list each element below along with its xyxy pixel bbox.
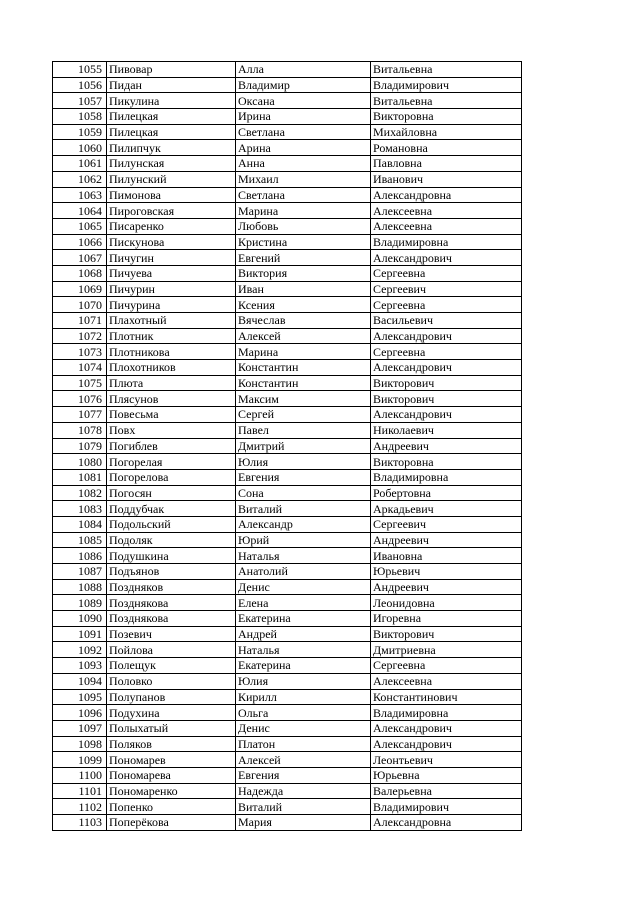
patronymic-cell: Сергеевна [371,658,522,674]
table-row [53,485,522,501]
row-number: 1064 [53,203,107,219]
row-number: 1055 [53,62,107,78]
patronymic-cell: Витальевна [371,93,522,109]
table-row [53,328,522,344]
first-name-cell: Любовь [236,218,371,234]
row-number: 1087 [53,564,107,580]
patronymic-cell: Сергеевич [371,516,522,532]
patronymic-cell: Александровна [371,815,522,831]
first-name-cell: Виктория [236,265,371,281]
row-number: 1071 [53,313,107,329]
surname-cell: Плюта [107,375,236,391]
patronymic-cell: Александрович [371,250,522,266]
first-name-cell: Юлия [236,454,371,470]
patronymic-cell: Андреевич [371,438,522,454]
surname-cell: Подъянов [107,564,236,580]
patronymic-cell: Александрович [371,407,522,423]
surname-cell: Пичурин [107,281,236,297]
names-table-body [53,62,522,831]
surname-cell: Пилецкая [107,124,236,140]
table-row [53,77,522,93]
table-row [53,720,522,736]
table-row [53,93,522,109]
patronymic-cell: Александрович [371,328,522,344]
first-name-cell: Анна [236,156,371,172]
row-number: 1056 [53,77,107,93]
patronymic-cell: Сергеевна [371,265,522,281]
first-name-cell: Евгения [236,767,371,783]
first-name-cell: Михаил [236,171,371,187]
surname-cell: Подольский [107,516,236,532]
first-name-cell: Анатолий [236,564,371,580]
table-row [53,469,522,485]
first-name-cell: Кирилл [236,689,371,705]
table-row [53,391,522,407]
first-name-cell: Елена [236,595,371,611]
row-number: 1067 [53,250,107,266]
row-number: 1062 [53,171,107,187]
surname-cell: Пилецкая [107,109,236,125]
patronymic-cell: Сергеевич [371,281,522,297]
table-row [53,344,522,360]
table-row [53,658,522,674]
surname-cell: Позднякова [107,611,236,627]
row-number: 1063 [53,187,107,203]
first-name-cell: Виталий [236,501,371,517]
table-row [53,673,522,689]
row-number: 1074 [53,360,107,376]
first-name-cell: Оксана [236,93,371,109]
surname-cell: Пичугин [107,250,236,266]
patronymic-cell: Валерьевна [371,783,522,799]
first-name-cell: Надежда [236,783,371,799]
first-name-cell: Денис [236,720,371,736]
surname-cell: Пичурина [107,297,236,313]
surname-cell: Пидан [107,77,236,93]
surname-cell: Пономаренко [107,783,236,799]
patronymic-cell: Павловна [371,156,522,172]
surname-cell: Пономарев [107,752,236,768]
patronymic-cell: Владимировна [371,705,522,721]
first-name-cell: Виталий [236,799,371,815]
first-name-cell: Вячеслав [236,313,371,329]
first-name-cell: Ирина [236,109,371,125]
patronymic-cell: Александрович [371,360,522,376]
table-row [53,767,522,783]
table-row [53,203,522,219]
table-row [53,611,522,627]
surname-cell: Погорелова [107,469,236,485]
table-row [53,752,522,768]
first-name-cell: Дмитрий [236,438,371,454]
patronymic-cell: Константинович [371,689,522,705]
patronymic-cell: Владимирович [371,799,522,815]
first-name-cell: Екатерина [236,611,371,627]
first-name-cell: Наталья [236,548,371,564]
table-row [53,109,522,125]
row-number: 1077 [53,407,107,423]
surname-cell: Пилипчук [107,140,236,156]
first-name-cell: Евгения [236,469,371,485]
table-row [53,579,522,595]
patronymic-cell: Алексеевна [371,218,522,234]
row-number: 1088 [53,579,107,595]
surname-cell: Пилунская [107,156,236,172]
patronymic-cell: Сергеевна [371,297,522,313]
table-row [53,501,522,517]
row-number: 1083 [53,501,107,517]
first-name-cell: Константин [236,360,371,376]
first-name-cell: Сона [236,485,371,501]
surname-cell: Пироговская [107,203,236,219]
row-number: 1101 [53,783,107,799]
surname-cell: Повесьма [107,407,236,423]
table-row [53,689,522,705]
row-number: 1057 [53,93,107,109]
patronymic-cell: Иванович [371,171,522,187]
table-row [53,626,522,642]
surname-cell: Попенко [107,799,236,815]
surname-cell: Пичуева [107,265,236,281]
table-row [53,250,522,266]
patronymic-cell: Робертовна [371,485,522,501]
row-number: 1096 [53,705,107,721]
surname-cell: Позднякова [107,595,236,611]
surname-cell: Пойлова [107,642,236,658]
first-name-cell: Наталья [236,642,371,658]
surname-cell: Плясунов [107,391,236,407]
patronymic-cell: Романовна [371,140,522,156]
surname-cell: Подоляк [107,532,236,548]
patronymic-cell: Викторович [371,391,522,407]
first-name-cell: Юлия [236,673,371,689]
row-number: 1059 [53,124,107,140]
patronymic-cell: Владимировна [371,234,522,250]
patronymic-cell: Викторовна [371,109,522,125]
surname-cell: Пимонова [107,187,236,203]
first-name-cell: Мария [236,815,371,831]
patronymic-cell: Александрович [371,720,522,736]
table-row [53,62,522,78]
row-number: 1099 [53,752,107,768]
row-number: 1060 [53,140,107,156]
patronymic-cell: Игоревна [371,611,522,627]
patronymic-cell: Викторович [371,375,522,391]
table-row [53,705,522,721]
patronymic-cell: Юрьевна [371,767,522,783]
table-row [53,564,522,580]
row-number: 1079 [53,438,107,454]
patronymic-cell: Алексеевна [371,673,522,689]
first-name-cell: Иван [236,281,371,297]
row-number: 1085 [53,532,107,548]
table-row [53,516,522,532]
row-number: 1065 [53,218,107,234]
first-name-cell: Ксения [236,297,371,313]
surname-cell: Повх [107,422,236,438]
table-row [53,438,522,454]
row-number: 1092 [53,642,107,658]
first-name-cell: Марина [236,203,371,219]
first-name-cell: Екатерина [236,658,371,674]
patronymic-cell: Леонидовна [371,595,522,611]
surname-cell: Подушкина [107,548,236,564]
row-number: 1097 [53,720,107,736]
table-row [53,799,522,815]
first-name-cell: Павел [236,422,371,438]
row-number: 1069 [53,281,107,297]
row-number: 1084 [53,516,107,532]
table-row [53,595,522,611]
surname-cell: Погиблев [107,438,236,454]
surname-cell: Пономарева [107,767,236,783]
table-row [53,124,522,140]
surname-cell: Писаренко [107,218,236,234]
surname-cell: Погорелая [107,454,236,470]
first-name-cell: Алексей [236,752,371,768]
patronymic-cell: Витальевна [371,62,522,78]
table-row [53,171,522,187]
surname-cell: Пивовар [107,62,236,78]
table-row [53,360,522,376]
row-number: 1089 [53,595,107,611]
first-name-cell: Денис [236,579,371,595]
surname-cell: Поддубчак [107,501,236,517]
first-name-cell: Кристина [236,234,371,250]
first-name-cell: Арина [236,140,371,156]
patronymic-cell: Викторович [371,626,522,642]
table-row [53,783,522,799]
patronymic-cell: Алексеевна [371,203,522,219]
row-number: 1103 [53,815,107,831]
first-name-cell: Светлана [236,187,371,203]
names-table [52,61,522,831]
surname-cell: Полещук [107,658,236,674]
row-number: 1070 [53,297,107,313]
row-number: 1080 [53,454,107,470]
first-name-cell: Максим [236,391,371,407]
row-number: 1098 [53,736,107,752]
patronymic-cell: Александрович [371,736,522,752]
row-number: 1072 [53,328,107,344]
first-name-cell: Юрий [236,532,371,548]
first-name-cell: Андрей [236,626,371,642]
table-row [53,375,522,391]
row-number: 1093 [53,658,107,674]
table-row [53,736,522,752]
row-number: 1095 [53,689,107,705]
patronymic-cell: Юрьевич [371,564,522,580]
table-row [53,422,522,438]
first-name-cell: Евгений [236,250,371,266]
surname-cell: Пилунский [107,171,236,187]
first-name-cell: Алексей [236,328,371,344]
surname-cell: Половко [107,673,236,689]
surname-cell: Подухина [107,705,236,721]
first-name-cell: Платон [236,736,371,752]
surname-cell: Поляков [107,736,236,752]
table-row [53,313,522,329]
row-number: 1090 [53,611,107,627]
surname-cell: Поперёкова [107,815,236,831]
first-name-cell: Александр [236,516,371,532]
table-row [53,297,522,313]
surname-cell: Позевич [107,626,236,642]
table-row [53,140,522,156]
surname-cell: Пискунова [107,234,236,250]
row-number: 1058 [53,109,107,125]
patronymic-cell: Владимировна [371,469,522,485]
patronymic-cell: Александровна [371,187,522,203]
table-row [53,187,522,203]
row-number: 1100 [53,767,107,783]
patronymic-cell: Николаевич [371,422,522,438]
surname-cell: Пикулина [107,93,236,109]
row-number: 1073 [53,344,107,360]
patronymic-cell: Сергеевна [371,344,522,360]
row-number: 1078 [53,422,107,438]
row-number: 1076 [53,391,107,407]
first-name-cell: Светлана [236,124,371,140]
patronymic-cell: Андреевич [371,532,522,548]
first-name-cell: Алла [236,62,371,78]
patronymic-cell: Аркадьевич [371,501,522,517]
table-row [53,642,522,658]
table-row [53,281,522,297]
first-name-cell: Владимир [236,77,371,93]
row-number: 1091 [53,626,107,642]
patronymic-cell: Васильевич [371,313,522,329]
surname-cell: Поздняков [107,579,236,595]
patronymic-cell: Леонтьевич [371,752,522,768]
row-number: 1094 [53,673,107,689]
first-name-cell: Ольга [236,705,371,721]
surname-cell: Плохотников [107,360,236,376]
first-name-cell: Константин [236,375,371,391]
patronymic-cell: Ивановна [371,548,522,564]
row-number: 1061 [53,156,107,172]
table-row [53,234,522,250]
patronymic-cell: Дмитриевна [371,642,522,658]
surname-cell: Плахотный [107,313,236,329]
row-number: 1068 [53,265,107,281]
surname-cell: Плотник [107,328,236,344]
first-name-cell: Марина [236,344,371,360]
row-number: 1082 [53,485,107,501]
row-number: 1081 [53,469,107,485]
patronymic-cell: Викторовна [371,454,522,470]
table-row [53,815,522,831]
row-number: 1075 [53,375,107,391]
table-row [53,156,522,172]
row-number: 1086 [53,548,107,564]
table-row [53,454,522,470]
table-row [53,218,522,234]
patronymic-cell: Владимирович [371,77,522,93]
table-row [53,265,522,281]
surname-cell: Полупанов [107,689,236,705]
patronymic-cell: Андреевич [371,579,522,595]
table-row [53,407,522,423]
first-name-cell: Сергей [236,407,371,423]
patronymic-cell: Михайловна [371,124,522,140]
table-row [53,548,522,564]
row-number: 1066 [53,234,107,250]
row-number: 1102 [53,799,107,815]
surname-cell: Полыхатый [107,720,236,736]
surname-cell: Плотникова [107,344,236,360]
table-row [53,532,522,548]
surname-cell: Погосян [107,485,236,501]
